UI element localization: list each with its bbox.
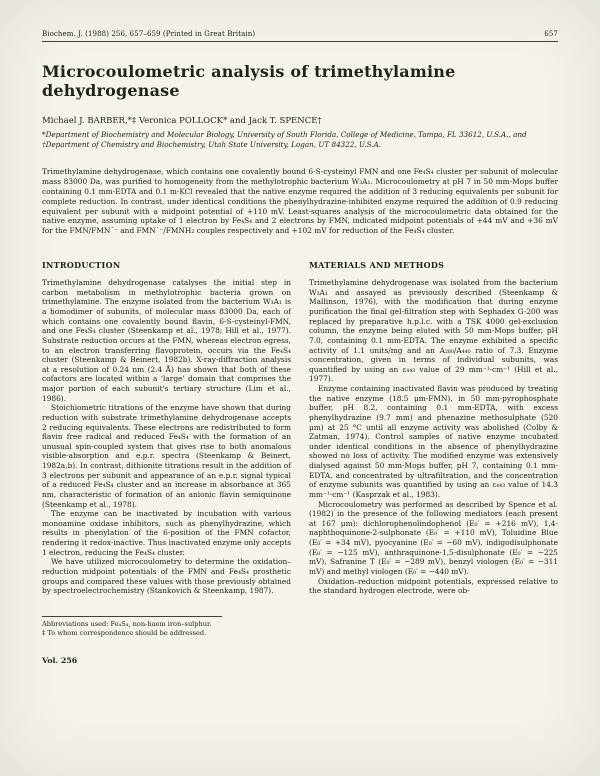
section-heading-methods: MATERIALS AND METHODS — [309, 259, 445, 270]
footnote-abbreviations: Abbreviations used: Fe₄S₄, non-haem iron–sulphur. — [42, 619, 212, 628]
section-heading-introduction: INTRODUCTION — [42, 259, 121, 270]
two-column-body — [42, 260, 558, 596]
intro-paragraph-1: Trimethylamine dehydrogenase catalyses the initial step in carbon metabolism in methylotrophic bacteria grown on trimethylamine. The enzyme isolated from the bacterium W₃A₁ is a homodimer of subunits, of molecular mass 83000 Da, each of which contains one covalently bound flavin, 6-S-cysteinyl-FMN, and one Fe₄S₄ cluster (Steenkamp et al., 1978; Hill et al., 1977). Substrate reduction occurs at the FMN, whereas electron egress, to an electron transferring flavoprotein, occurs via the Fe₄S₄ cluster (Steenkamp & Beinert, 1982b). X-ray-diffraction analysis at a resolution of 0.24 nm (2.4 Å) has shown that both of these cofactors are located within a ‘large’ domain that comprises the major portion of each subunit's tertiary structure (Lim et al., 1986). — [42, 278, 291, 403]
page-number: 657 — [544, 30, 558, 38]
intro-paragraph-2: Stoichiometric titrations of the enzyme have shown that during reduction with substrate trimethylamine dehydrogenase accepts 2 reducing equivalents. These electrons are redistributed to form flavin free radical and reduced Fe₄S₄ with the formation of an unusual spin-coupled system that gives rise to both anomalous visible-absorption and e.p.r. spectra (Steenkamp & Beinert, 1982a,b). In contrast, dithionite titrations result in the addition of 3 electrons per subunit and appearance of an e.p.r. signal typical of a reduced Fe₄S₄ cluster and an increase in absorbance at 365 nm, characteristic of formation of an anionic flavin semiquinone (Steenkamp et al., 1978). — [42, 403, 291, 509]
intro-paragraph-4: We have utilized microcoulometry to determine the oxidation–reduction midpoint potentials of the FMN and Fe₄S₄ prosthetic groups and compared these values with those previously obtained by spectroelectrochemistry (Stankovich & Steenkamp, 1987). — [42, 557, 291, 596]
methods-paragraph-4: Oxidation–reduction midpoint potentials, expressed relative to the standard hydrogen electrode, were ob- — [309, 576, 558, 596]
article-title: Microcoulometric analysis of trimethylamine dehydrogenase — [42, 62, 456, 100]
footnote-block — [42, 616, 558, 638]
authors-line: Michael J. BARBER,*‡ Veronica POLLOCK* and Jack T. SPENCE† — [42, 116, 322, 126]
methods-paragraph-3: Microcoulometry was performed as described by Spence et al. (1982) in the presence of the following mediators (each present at 167 μm): dichlorophenolindophenol (E₀′ = +216 mV), 1,4-naphthoquinone-2-sulphonate (E₀′ = +110 mV), Toluidine Blue (E₀′ = +34 mV), pyocyanine (E₀′ = −60 mV), indigodisulphonate (E₀′ = −125 mV), anthraquinone-1,5-disulphonate (E₀′ = −225 mV), Safranine T (E₀′ = −289 mV), benzyl viologen (E₀′ = −311 mV) and methyl viologen (E₀′ = −440 mV). — [309, 499, 558, 576]
methods-paragraph-2: Enzyme containing inactivated flavin was produced by treating the native enzyme (18.5 μm-FMN), in 50 mm-pyrophosphate buffer, pH 8.2, containing 0.1 mm-EDTA, with excess phenylhydrazine (9.7 mm) and phenazine methosulphate (520 μm) at 25 °C until all enzyme activity was abolished (Colby & Zatman, 1974). Control samples of native enzyme incubated under identical conditions in the absence of phenylhydrazine showed no loss of activity. The modified enzyme was extensively dialysed against 50 mm-Mops buffer, pH 7, containing 0.1 mm-EDTA, and concentrated by ultrafiltration, and the concentration of enzyme subunits was quantified by using an ε₄₄₃ value of 14.3 mm⁻¹·cm⁻¹ (Kasprzak et al., 1983). — [309, 384, 558, 499]
volume-footer: Vol. 256 — [42, 655, 78, 665]
left-column — [42, 260, 291, 596]
journal-citation: Biochem. J. (1988) 256, 657–659 (Printed in Great Britain) — [42, 30, 256, 38]
methods-paragraph-1: Trimethylamine dehydrogenase was isolated from the bacterium W₃A₁ and assayed as previously described (Steenkamp & Mallinson, 1976), with the modification that during enzyme purification the final gel-filtration step with Sephadex G-200 was replaced by preparative h.p.l.c. with a TSK 4000 gel-exclusion column, the enzyme being eluted with 50 mm-Mops buffer, pH 7.0, containing 0.1 mm-EDTA. The enzyme exhibited a specific activity of 1.1 units/mg and an A₂₈₀/A₄₄₀ ratio of 7.3. Enzyme concentration, given in terms of individual subunits, was quantified by using an ε₄₄₃ value of 29 mm⁻¹·cm⁻¹ (Hill et al., 1977). — [309, 278, 558, 384]
right-column — [309, 260, 558, 596]
footnote-rule — [42, 616, 222, 617]
intro-paragraph-3: The enzyme can be inactivated by incubation with various monoamine oxidase inhibitors, such as phenylhydrazine, which results in phenylation of the 6-position of the FMN cofactor, rendering it redox-inactive. Thus inactivated enzyme only accepts 1 electron, reducing the Fe₄S₄ cluster. — [42, 509, 291, 557]
page-header — [42, 30, 558, 42]
abstract: Trimethylamine dehydrogenase, which contains one covalently bound 6-S-cysteinyl FMN and one Fe₄S₄ cluster per subunit of molecular mass 83000 Da, was purified to homogeneity from the methylotrophic bacterium W₃A₁. Microcoulometry at pH 7 in 50 mm-Mops buffer containing 0.1 mm-EDTA and 0.1 m-KCl revealed that the native enzyme required the addition of 3 reducing equivalents per subunit for complete reduction. In contrast, under identical conditions the phenylhydrazine-inhibited enzyme required the addition of 0.9 reducing equivalent per subunit with a midpoint potential of +110 mV. Least-squares analysis of the microcoulometric data obtained for the native enzyme, assuming uptake of 1 electron by Fe₄S₄ and 2 electrons by FMN, indicated midpoint potentials of +44 mV and +36 mV for the FMN/FMN˙⁻ and FMN˙⁻/FMNH₂ couples respectively and +102 mV for reduction of the Fe₄S₄ cluster. — [42, 167, 558, 236]
affiliations-line: *Department of Biochemistry and Molecular Biology, University of South Florida, College of Medicine, Tampa, FL 33612, U.S.A., and †Department of Chemistry and Biochemistry, Utah State University, Logan, UT 84322, U.S.A. — [42, 130, 527, 149]
footnote-correspondence: ‡ To whom correspondence should be addressed. — [42, 628, 207, 637]
